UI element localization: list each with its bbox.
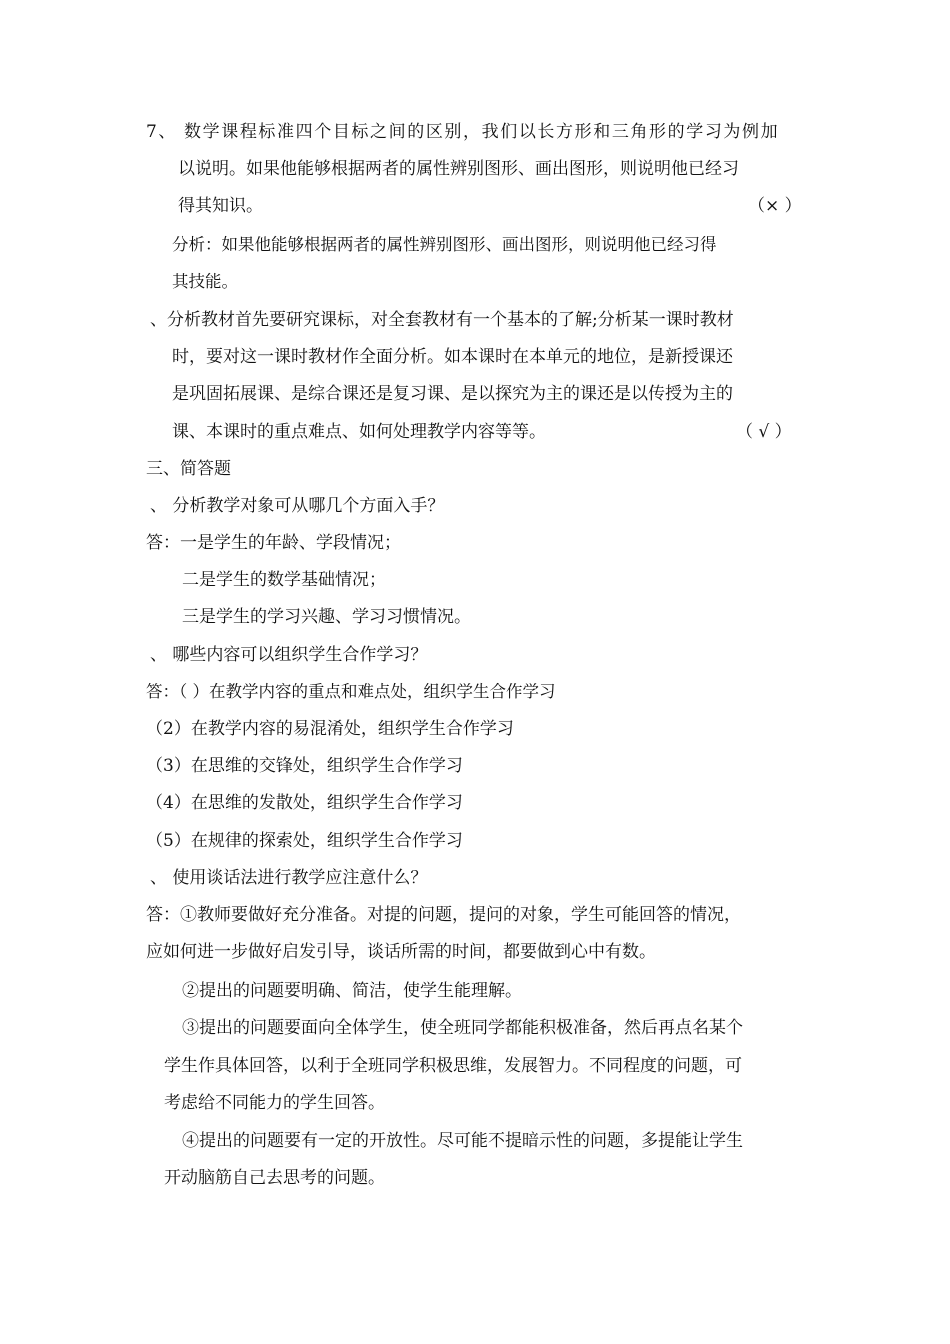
sa1-answer-3: 三是学生的学习兴趣、学习习惯情况。 bbox=[182, 607, 471, 627]
sa3-answer-1-line-1: 答：①教师要做好充分准备。对提的问题，提问的对象，学生可能回答的情况， bbox=[146, 905, 741, 925]
q8-answer-mark: （ √ ） bbox=[736, 422, 792, 442]
sa2-answer-4: （4）在思维的发散处，组织学生合作学习 bbox=[146, 793, 463, 813]
sa1-question: 、 分析教学对象可从哪几个方面入手？ bbox=[150, 496, 445, 516]
sa2-answer-5: （5）在规律的探索处，组织学生合作学习 bbox=[146, 831, 463, 851]
q8-line-3: 是巩固拓展课、是综合课还是复习课、是以探究为主的课还是以传授为主的 bbox=[172, 384, 733, 404]
q7-answer-mark: （× ） bbox=[748, 196, 802, 216]
sa2-answer-3: （3）在思维的交锋处，组织学生合作学习 bbox=[146, 756, 463, 776]
sa3-answer-4-line-1: ④提出的问题要有一定的开放性。尽可能不提暗示性的问题，多提能让学生 bbox=[182, 1131, 743, 1151]
q7-analysis-line-1: 分析：如果他能够根据两者的属性辨别图形、画出图形，则说明他已经习得 bbox=[172, 235, 717, 254]
q8-line-4: 课、本课时的重点难点、如何处理教学内容等等。 bbox=[172, 422, 546, 442]
q8-line-1: 、分析教材首先要研究课标，对全套教材有一个基本的了解;分析某一课时教材 bbox=[150, 310, 734, 330]
sa1-answer-1: 答：一是学生的年龄、学段情况； bbox=[146, 533, 401, 553]
q8-line-2: 时，要对这一课时教材作全面分析。如本课时在本单元的地位，是新授课还 bbox=[172, 347, 733, 367]
sa2-answer-1: 答：（ ）在教学内容的重点和难点处，组织学生合作学习 bbox=[146, 682, 556, 701]
sa3-answer-4-line-2: 开动脑筋自己去思考的问题。 bbox=[164, 1168, 385, 1188]
q7-line-1: 7、 数学课程标准四个目标之间的区别，我们以长方形和三角形的学习为例加 bbox=[146, 122, 780, 142]
sa2-question: 、 哪些内容可以组织学生合作学习？ bbox=[150, 645, 428, 665]
q7-analysis-line-2: 其技能。 bbox=[172, 272, 238, 291]
q7-line-2: 以说明。如果他能够根据两者的属性辨别图形、画出图形，则说明他已经习 bbox=[178, 159, 739, 179]
sa3-question: 、 使用谈话法进行教学应注意什么？ bbox=[150, 868, 428, 888]
sa3-answer-3-line-3: 考虑给不同能力的学生回答。 bbox=[164, 1093, 385, 1113]
q7-line-3: 得其知识。 bbox=[178, 196, 263, 216]
section-heading: 三、简答题 bbox=[146, 459, 231, 479]
sa3-answer-1-line-2: 应如何进一步做好启发引导，谈话所需的时间，都要做到心中有数。 bbox=[146, 942, 656, 962]
sa3-answer-3-line-1: ③提出的问题要面向全体学生，使全班同学都能积极准备，然后再点名某个 bbox=[182, 1018, 743, 1038]
sa2-answer-2: （2）在教学内容的易混淆处，组织学生合作学习 bbox=[146, 719, 514, 739]
sa1-answer-2: 二是学生的数学基础情况； bbox=[182, 570, 386, 590]
sa3-answer-2: ②提出的问题要明确、简洁，使学生能理解。 bbox=[182, 981, 522, 1001]
sa3-answer-3-line-2: 学生作具体回答，以利于全班同学积极思维，发展智力。不同程度的问题，可 bbox=[164, 1056, 742, 1076]
